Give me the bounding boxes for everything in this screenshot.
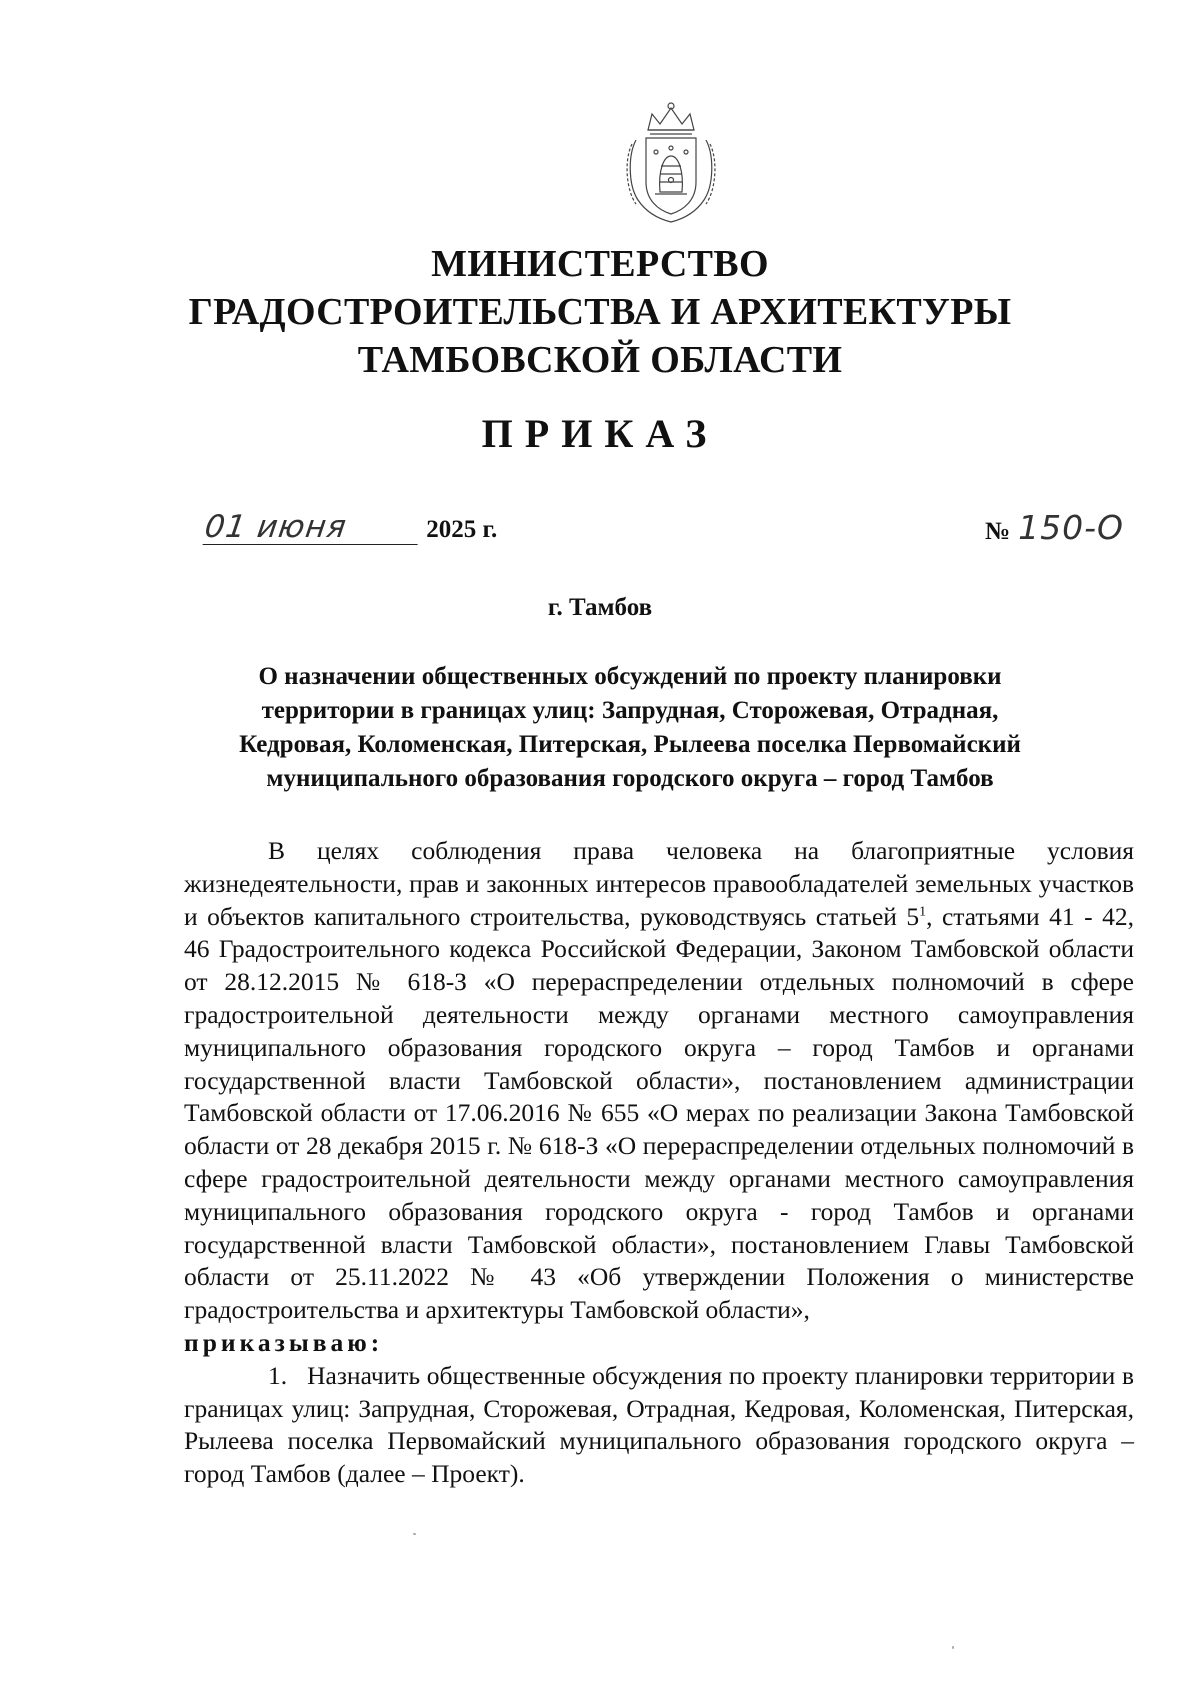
- subject-line: Кедровая, Коломенская, Питерская, Рылеева поселка Первомайский: [239, 731, 1021, 758]
- city-line: г. Тамбов: [547, 594, 653, 621]
- preamble-text-2: , статьями 41 - 42, 46 Градостроительного кодекса Российской Федерации, Законом Тамбовской области от 28.12.2015 № 618-З «О перераспределении отдельных полномочий в сфере градостроительной деятельности между органами местного самоуправления муниципального образования городского округа – город Тамбов и органами государственной власти Тамбовской области», постановлением администрации Тамбовской области от 17.06.2016 № 655 «О мерах по реализации Закона Тамбовской области от 28 декабря 2015 г. № 618-З «О перераспределении отдельных полномочий в сфере градостроительной деятельности между органами местного самоуправления муниципального образования городского округа - город Тамбов и органами государственной власти Тамбовской области», постановлением Главы Тамбовской области от 25.11.2022 № 43 «Об утверждении Положения о министерстве градостроительства и архитектуры Тамбовской области»,: [184, 901, 1134, 1325]
- superscript: 1: [919, 904, 927, 920]
- handwritten-number: 150-О: [1018, 508, 1124, 547]
- coat-of-arms-emblem: [618, 100, 724, 225]
- document-body: [184, 835, 1134, 1491]
- subject-line: О назначении общественных обсуждений по проекту планировки: [258, 663, 1002, 690]
- ministry-name: [0, 240, 1200, 384]
- ministry-line: ГРАДОСТРОИТЕЛЬСТВА И АРХИТЕКТУРЫ: [188, 291, 1012, 333]
- ministry-line: ТАМБОВСКОЙ ОБЛАСТИ: [357, 339, 843, 381]
- handwritten-date: 01 июня: [203, 510, 423, 545]
- order-subject: [150, 660, 1110, 796]
- scan-speck: [413, 1533, 416, 1535]
- decree-word: приказываю:: [184, 1327, 384, 1357]
- order-year: 2025 г.: [426, 516, 498, 543]
- item-number: 1.: [268, 1360, 288, 1390]
- scan-speck: [952, 1646, 954, 1649]
- order-date: [202, 509, 498, 545]
- document-type-title: ПРИКАЗ: [481, 411, 719, 456]
- preamble-paragraph: [184, 835, 1134, 1327]
- subject-line: муниципального образования городского округа – город Тамбов: [266, 765, 994, 792]
- ministry-line: МИНИСТЕРСТВО: [431, 243, 769, 285]
- subject-line: территории в границах улиц: Запрудная, Сторожевая, Отрадная,: [261, 697, 999, 724]
- item-text: Назначить общественные обсуждения по проекту планировки территории в границах улиц: Запрудная, Сторожевая, Отрадная, Кедровая, Коломенская, Питерская, Рылеева поселка Первомайский муниципального образования городского округа – город Тамбов (далее – Проект).: [184, 1360, 1134, 1489]
- order-item: [184, 1360, 1134, 1491]
- order-number: [985, 508, 1124, 547]
- number-label: №: [985, 518, 1011, 545]
- preamble-text-1: В целях соблюдения права человека на благоприятные условия жизнедеятельности, прав и законных интересов правообладателей земельных участков и объектов капитального строительства, руководствуясь статьей 5: [184, 836, 1134, 931]
